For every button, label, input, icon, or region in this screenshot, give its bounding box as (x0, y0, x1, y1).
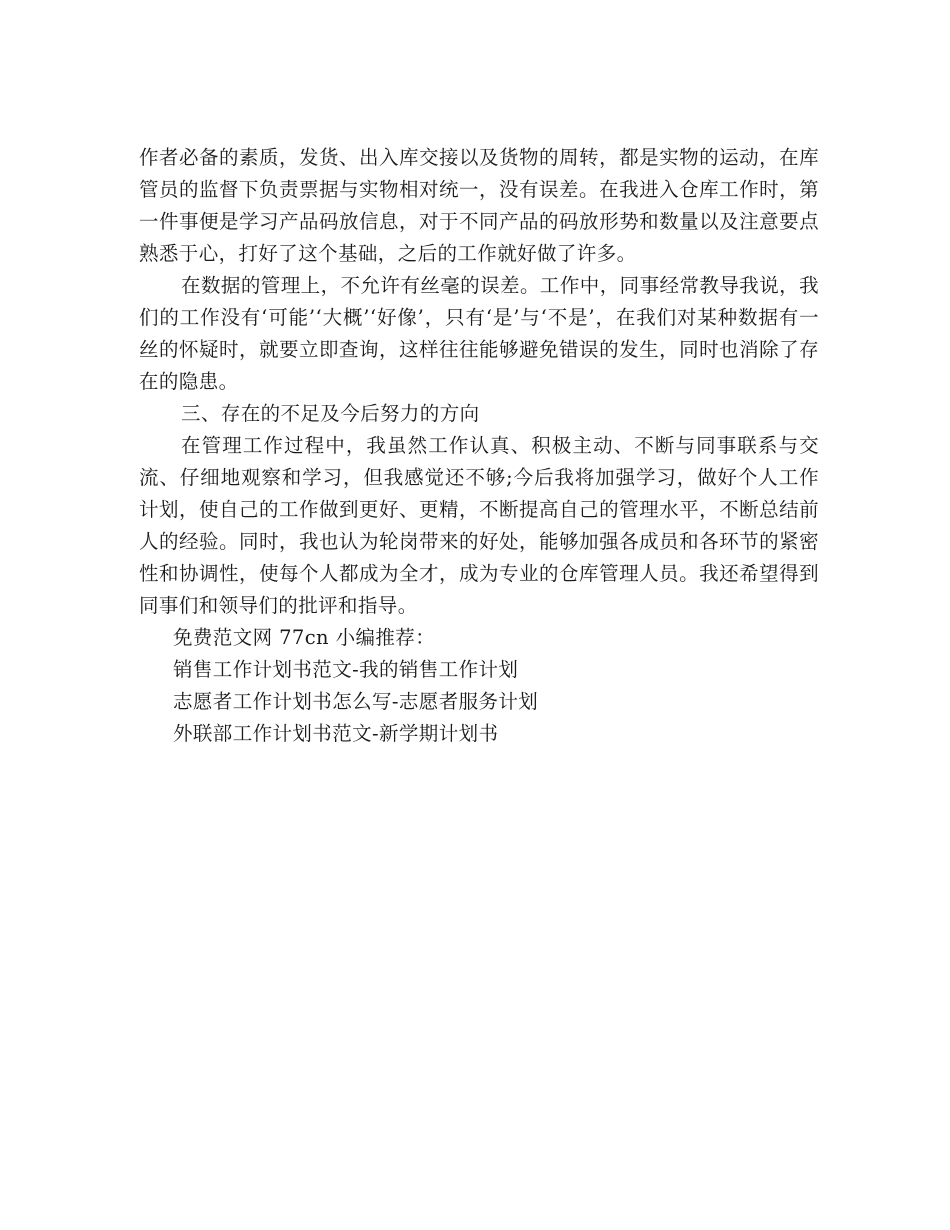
recommendation-link-outreach[interactable]: 外联部工作计划书范文-新学期计划书 (173, 722, 499, 745)
paragraph-data-management: 在数据的管理上，不允许有丝毫的误差。工作中，同事经常教导我说，我们的工作没有‘可能’‘大概’‘好像’，只有‘是’与‘不是’，在我们对某种数据有一丝的怀疑时，就要立即查询，这样往往能够避免错误的发生，同时也消除了存在的隐患。 (139, 274, 819, 393)
recommendation-link-volunteer[interactable]: 志愿者工作计划书怎么写-志愿者服务计划 (173, 690, 539, 713)
paragraph-improvement: 在管理工作过程中，我虽然工作认真、积极主动、不断与同事联系与交流、仔细地观察和学习，但我感觉还不够;今后我将加强学习，做好个人工作计划，使自己的工作做到更好、更精，不断提高自己的管理水平，不断总结前人的经验。同时，我也认为轮岗带来的好处，能够加强各成员和各环节的紧密性和协调性，使每个人都成为全才，成为专业的仓库管理人员。我还希望得到同事们和领导们的批评和指导。 (139, 434, 819, 617)
recommendation-link-sales[interactable]: 销售工作计划书范文-我的销售工作计划 (173, 658, 519, 681)
paragraph-inventory-duties: 作者必备的素质，发货、出入库交接以及货物的周转，都是实物的运动，在库管员的监督下负责票据与实物相对统一，没有误差。在我进入仓库工作时，第一件事便是学习产品码放信息，对于不同产品的码放形势和数量以及注意要点熟悉于心，打好了这个基础，之后的工作就好做了许多。 (139, 146, 819, 265)
document-body (139, 142, 819, 750)
section-heading: 三、存在的不足及今后努力的方向 (181, 402, 480, 425)
recommend-label: 免费范文网 77cn 小编推荐： (173, 626, 436, 649)
